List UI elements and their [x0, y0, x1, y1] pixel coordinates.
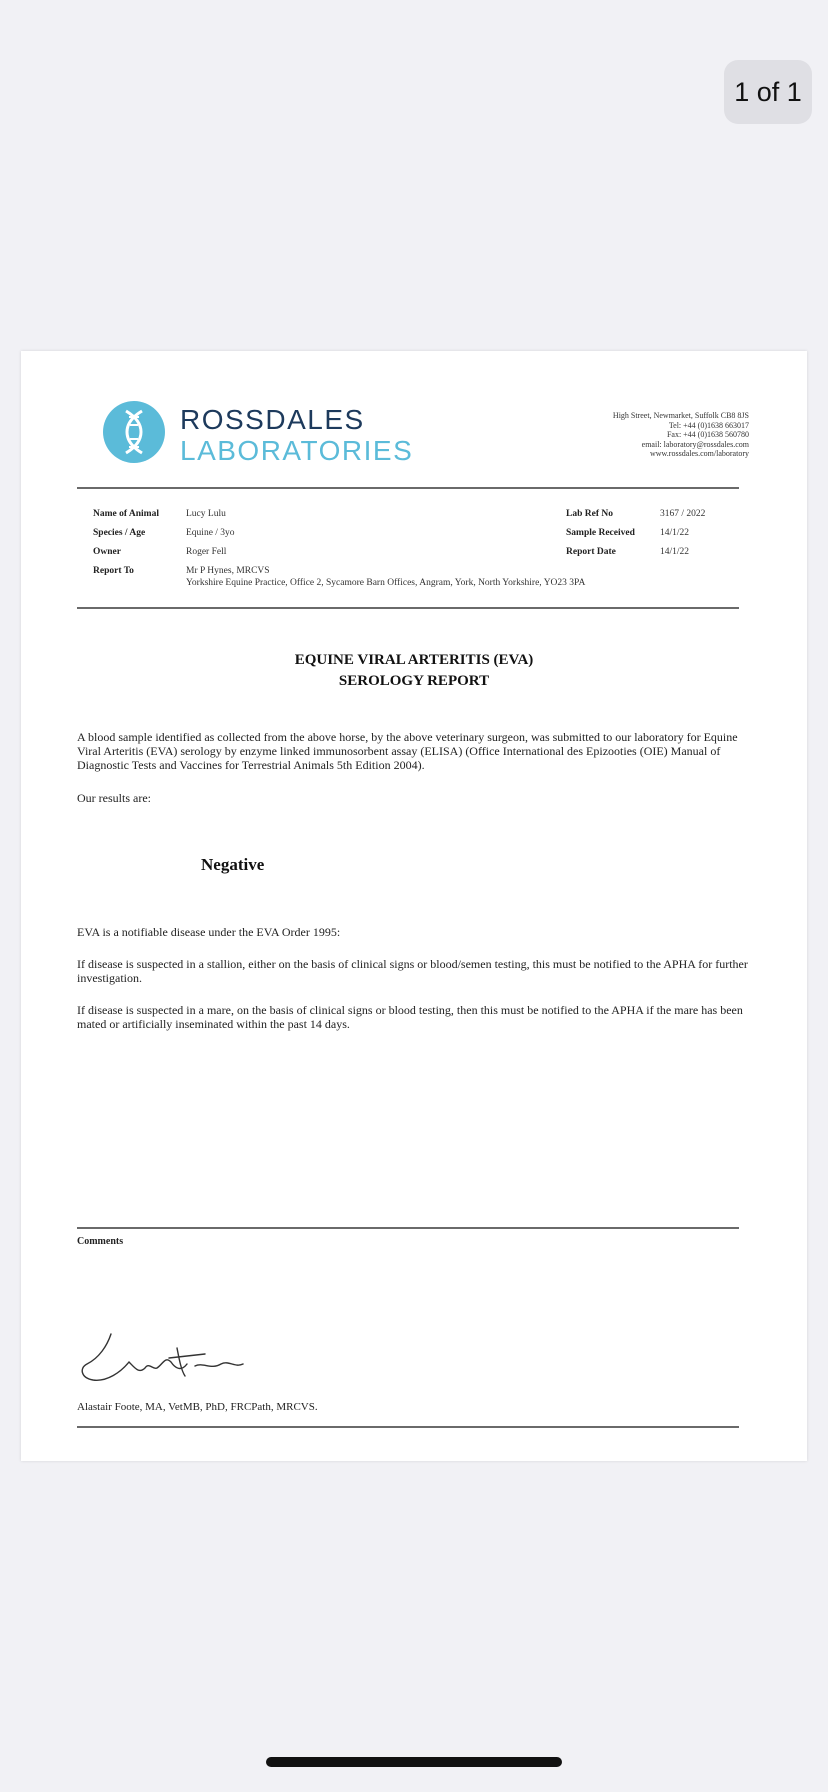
report-title: EQUINE VIRAL ARTERITIS (EVA) — [294, 652, 534, 668]
brand-name-line2: LABORATORIES — [180, 435, 414, 466]
brand-name-line1: ROSSDALES — [180, 404, 365, 435]
address-line: Fax: +44 (0)1638 560780 — [666, 430, 749, 439]
lab-ref-label: Lab Ref No — [566, 509, 613, 519]
report-document — [21, 351, 807, 1461]
lab-address — [613, 411, 749, 459]
report-to-line2: Yorkshire Equine Practice, Office 2, Sycamore Barn Offices, Angram, York, North Yorkshire, YO23 3PA — [186, 578, 586, 588]
report-date-value: 14/1/22 — [660, 547, 690, 557]
home-indicator[interactable] — [266, 1757, 562, 1767]
address-line: email: laboratory@rossdales.com — [641, 439, 749, 449]
intro-paragraph: A blood sample identified as collected from the above horse, by the above veterinary surgeon, was submitted to our laboratory for Equine Viral Arteritis (EVA) serology by enzyme linked immunosorbent assay (ELISA) (Office International des Epizooties (OIE) Manual of Diagnostic Tests and Vaccines for Terrestrial Animals 5th Edition 2004). — [77, 730, 738, 772]
dna-helix-icon — [103, 401, 165, 463]
report-date-label: Report Date — [566, 547, 616, 557]
species-value: Equine / 3yo — [186, 528, 235, 538]
comments-divider — [77, 1227, 739, 1229]
footer-divider — [77, 1426, 739, 1428]
address-line: High Street, Newmarket, Suffolk CB8 8JS — [612, 411, 749, 420]
notifiable-note: EVA is a notifiable disease under the EVA Order 1995: — [77, 925, 341, 939]
result-value: Negative — [201, 855, 265, 874]
info-divider — [77, 607, 739, 609]
sample-received-value: 14/1/22 — [660, 528, 690, 538]
report-to-line1: Mr P Hynes, MRCVS — [186, 566, 270, 576]
report-to-label: Report To — [93, 566, 134, 576]
handwritten-signature — [77, 1328, 247, 1386]
species-label: Species / Age — [93, 528, 146, 538]
mare-note: If disease is suspected in a mare, on the basis of clinical signs or blood testing, then this must be notified to the APHA if the mare has been mated or artificially inseminated within the past 14 days. — [77, 1003, 743, 1031]
stallion-note: If disease is suspected in a stallion, either on the basis of clinical signs or blood/semen testing, this must be notified to the APHA for further investigation. — [77, 957, 748, 985]
name-label: Name of Animal — [93, 509, 159, 519]
lab-ref-value: 3167 / 2022 — [660, 509, 706, 519]
header-divider — [77, 487, 739, 489]
signatory-name: Alastair Foote, MA, VetMB, PhD, FRCPath, MRCVS. — [77, 1401, 318, 1413]
address-line: www.rossdales.com/laboratory — [649, 449, 749, 458]
owner-label: Owner — [93, 547, 121, 557]
comments-label: Comments — [77, 1236, 124, 1247]
sample-received-label: Sample Received — [566, 528, 635, 538]
owner-value: Roger Fell — [186, 547, 227, 557]
report-subtitle: SEROLOGY REPORT — [338, 673, 490, 689]
name-value: Lucy Lulu — [186, 509, 226, 519]
results-intro: Our results are: — [77, 791, 151, 805]
address-line: Tel: +44 (0)1638 663017 — [668, 420, 749, 430]
page-counter: 1 of 1 — [724, 60, 812, 124]
